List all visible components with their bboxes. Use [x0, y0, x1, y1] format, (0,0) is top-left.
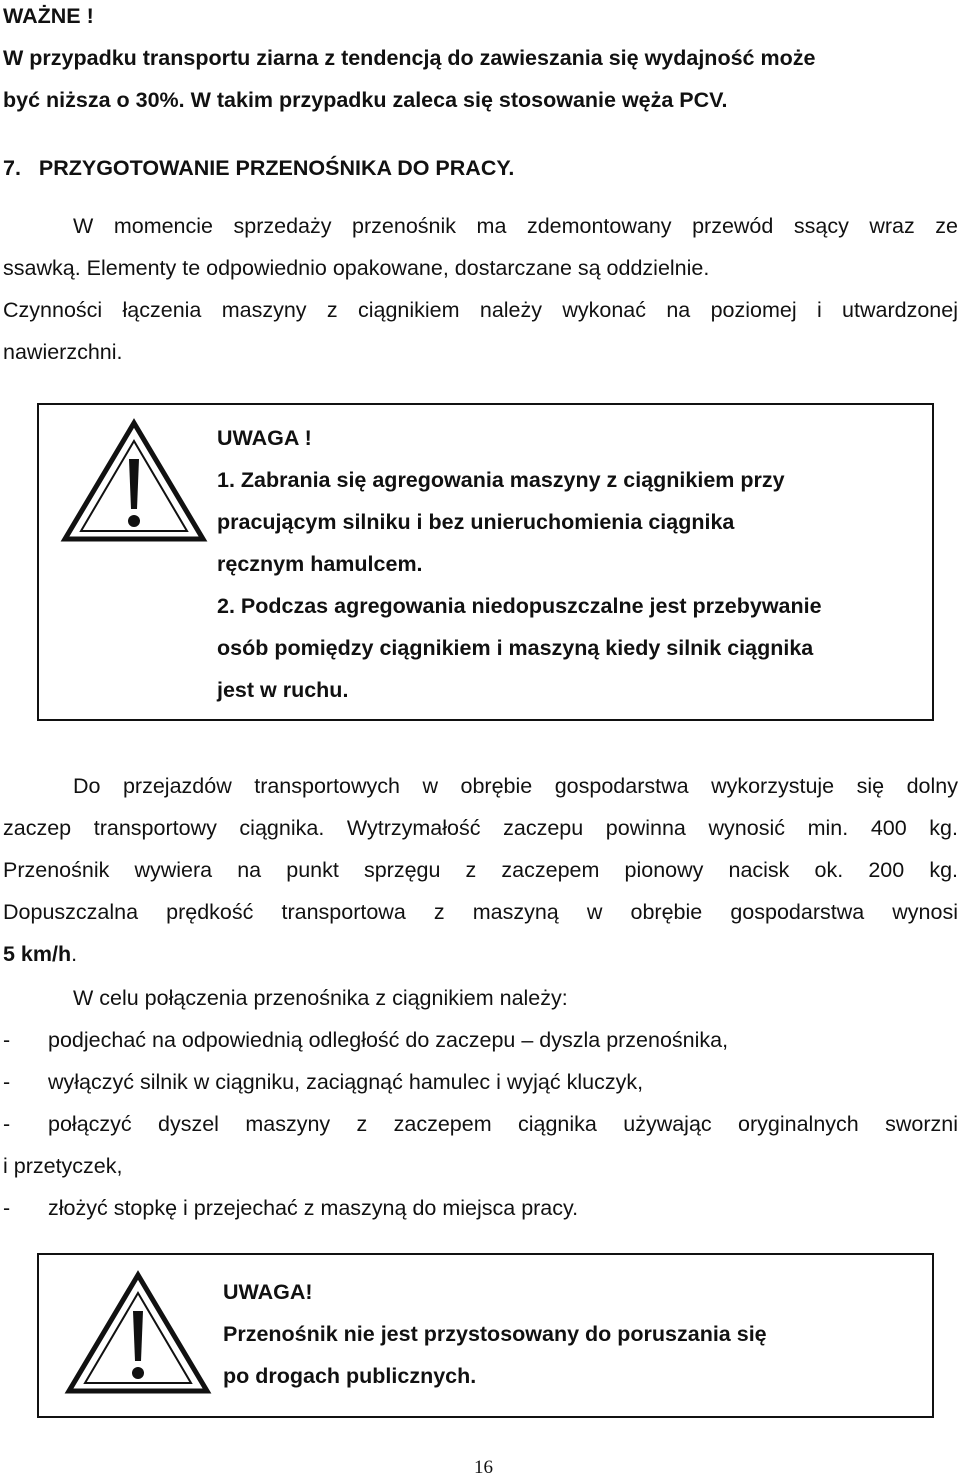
warning2-line-1: Przenośnik nie jest przystosowany do poruszania się	[223, 1322, 767, 1346]
para1-line-4: nawierzchni.	[3, 340, 123, 364]
important-line-1	[3, 45, 953, 71]
step-dash-4: -	[3, 1196, 11, 1220]
important-label: WAŻNE !	[3, 4, 94, 28]
warning1-line-3: ręcznym hamulcem.	[217, 552, 423, 576]
transport-speed-line	[3, 941, 77, 967]
transport-line-3: Przenośnik wywiera na punkt sprzęgu z zaczepem pionowy nacisk ok. 200 kg.	[3, 858, 958, 882]
transport-line-1: Do przejazdów transportowych w obrębie gospodarstwa wykorzystuje się dolny	[73, 774, 958, 798]
step-item-4: złożyć stopkę i przejechać z maszyną do miejsca pracy.	[48, 1196, 579, 1220]
transport-line-4: Dopuszczalna prędkość transportowa z maszyną w obrębie gospodarstwa wynosi	[3, 900, 958, 924]
warning-box-1	[37, 403, 934, 721]
warning1-line-4: 2. Podczas agregowania niedopuszczalne jest przebywanie	[217, 594, 822, 618]
step-dash-3: -	[3, 1112, 11, 1136]
warning2-line-2: po drogach publicznych.	[223, 1364, 477, 1388]
important-line-1-text: W przypadku transportu ziarna z tendencją do zawieszania się wydajność może	[3, 46, 816, 70]
transport-speed: 5 km/h	[3, 942, 72, 966]
warning1-line-1: 1. Zabrania się agregowania maszyny z ciągnikiem przy	[217, 468, 785, 492]
warning1-line-2: pracującym silniku i bez unieruchomienia ciągnika	[217, 510, 735, 534]
transport-line-2: zaczep transportowy ciągnika. Wytrzymałość zaczepu powinna wynosić min. 400 kg.	[3, 816, 958, 840]
step-item-2: wyłączyć silnik w ciągniku, zaciągnąć hamulec i wyjąć kluczyk,	[48, 1070, 644, 1094]
steps-intro: W celu połączenia przenośnika z ciągnikiem należy:	[73, 986, 568, 1010]
warning-triangle-icon	[63, 1269, 213, 1397]
important-line-2: być niższa o 30%. W takim przypadku zaleca się stosowanie węża PCV.	[3, 88, 728, 112]
warning-triangle-icon	[59, 417, 209, 545]
warning-box-2	[37, 1253, 934, 1418]
step-dash-1: -	[3, 1028, 11, 1052]
step-item-1: podjechać na odpowiednią odległość do zaczepu – dyszla przenośnika,	[48, 1028, 729, 1052]
warning1-line-5: osób pomiędzy ciągnikiem i maszyną kiedy silnik ciągnika	[217, 636, 814, 660]
para1-line-3: Czynności łączenia maszyny z ciągnikiem należy wykonać na poziomej i utwardzonej	[3, 298, 958, 322]
para1-line-1: W momencie sprzedaży przenośnik ma zdemontowany przewód ssący wraz ze	[73, 214, 958, 238]
warning2-title: UWAGA!	[223, 1280, 313, 1304]
step-item-3: połączyć dyszel maszyny z zaczepem ciągnika używając oryginalnych sworzni	[48, 1112, 958, 1136]
transport-speed-suffix: .	[71, 942, 78, 966]
para1-line-2: ssawką. Elementy te odpowiednio opakowane, dostarczane są oddzielnie.	[3, 256, 710, 280]
section-title: 7. PRZYGOTOWANIE PRZENOŚNIKA DO PRACY.	[3, 156, 515, 180]
page-number: 16	[474, 1457, 493, 1478]
warning1-line-6: jest w ruchu.	[217, 678, 349, 702]
warning1-title: UWAGA !	[217, 426, 312, 450]
step-item-3-cont: i przetyczek,	[3, 1154, 123, 1178]
step-dash-2: -	[3, 1070, 11, 1094]
